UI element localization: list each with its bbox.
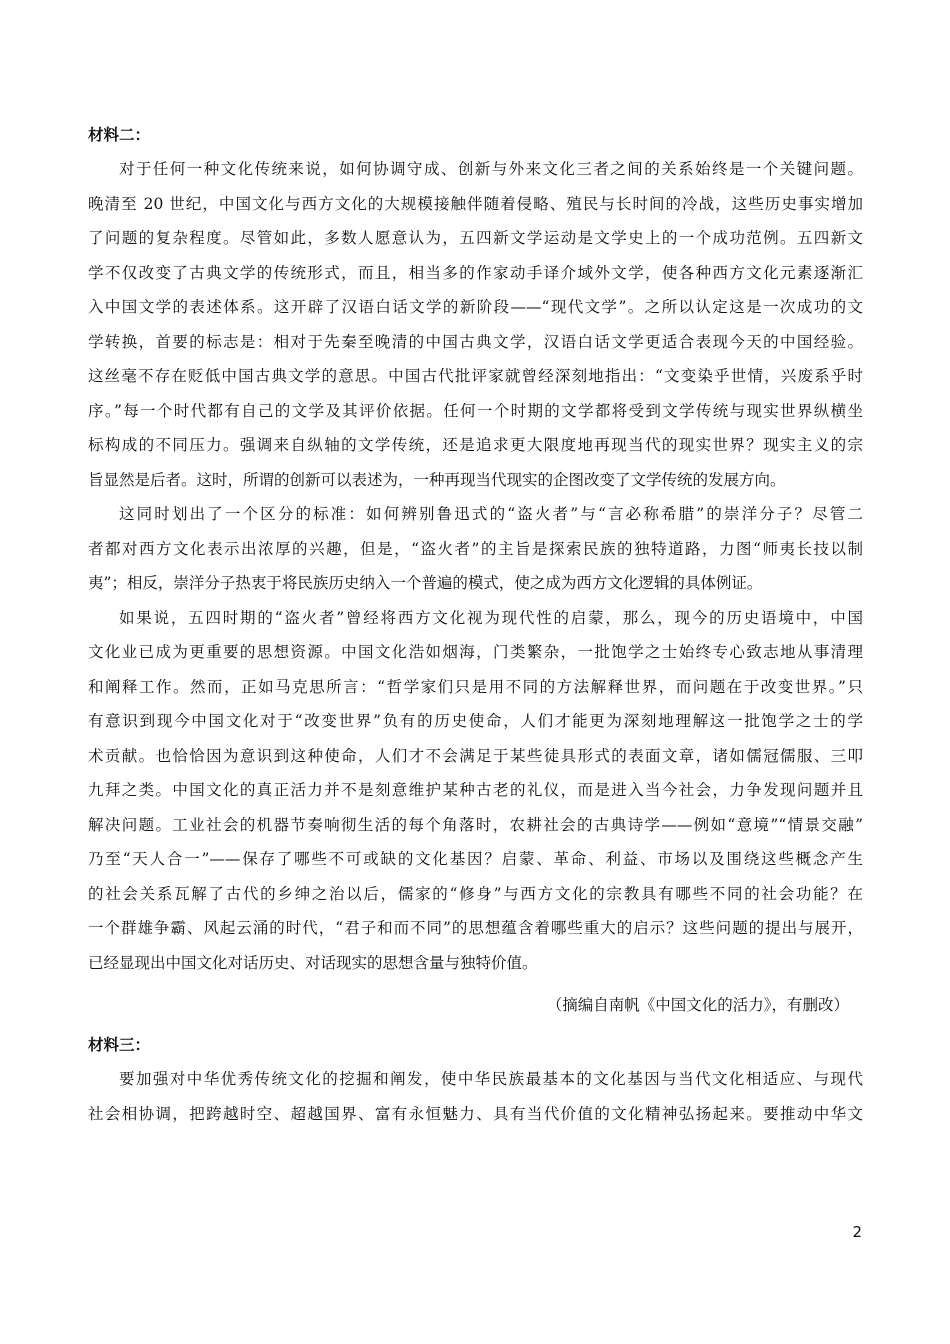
text-line: 夷”；相反，崇洋分子热衷于将民族历史纳入一个普遍的模式，使之成为西方文化逻辑的具体例证。 [88,574,763,592]
section-material-2-body [88,152,863,980]
paragraph [88,497,863,601]
text-line: 标构成的不同压力。强调来自纵轴的文学传统，还是追求更大限度地再现当代的现实世界？现实主义的宗 [88,436,863,454]
text-line: 解决问题。工业社会的机器节奏响彻生活的每个角落时，农耕社会的古典诗学——例如“意境”“情景交融” [88,815,863,834]
section-heading-material-2: 材料二： [88,125,151,144]
text-line: 的社会关系瓦解了古代的乡绅之治以后，儒家的“修身”与西方文化的宗教具有哪些不同的社会功能？在 [88,884,863,903]
text-line: 这丝毫不存在贬低中国古典文学的意思。中国古代批评家就曾经深刻地指出：“文变染乎世情，兴废系乎时 [88,367,863,385]
text-line: 了问题的复杂程度。尽管如此，多数人愿意认为，五四新文学运动是文学史上的一个成功范例。五四新文 [88,229,863,247]
text-line: 要加强对中华优秀传统文化的挖掘和阐发，使中华民族最基本的文化基因与当代文化相适应、与现代 [119,1070,863,1088]
document-page [88,118,863,1131]
source-citation: （摘编自南帆《中国文化的活力》，有删改） [546,996,849,1014]
text-line: 一个群雄争霸、风起云涌的时代，“君子和而不同”的思想蕴含着哪些重大的启示？这些问题的提出与展开， [88,919,863,937]
text-line: 学转换，首要的标志是：相对于先秦至晚清的中国古典文学，汉语白话文学更适合表现今天的中国经验。 [88,332,863,351]
section-heading-material-3: 材料三： [88,1035,151,1054]
text-line: 术贡献。也恰恰因为意识到这种使命，人们才不会满足于某些徒具形式的表面文章，诸如儒冠儒服、三叩 [88,746,863,765]
section-material-3-body [88,1062,863,1131]
text-line: 如果说，五四时期的“盗火者”曾经将西方文化视为现代性的启蒙，那么，现今的历史语境中，中国 [119,608,863,627]
text-line: 晚清至 20 世纪，中国文化与西方文化的大规模接触伴随着侵略、殖民与长时间的冷战，这些历史事实增加 [88,194,863,213]
text-line: 入中国文学的表述体系。这开辟了汉语白话文学的新阶段——“现代文学”。之所以认定这是一次成功的文 [88,298,863,316]
text-line: 学不仅改变了古典文学的传统形式，而且，相当多的作家动手译介域外文学，使各种西方文化元素逐渐汇 [88,263,863,282]
text-line: 有意识到现今中国文化对于“改变世界”负有的历史使命，人们才能更为深刻地理解这一批饱学之士的学 [88,712,863,730]
paragraph [88,152,863,497]
paragraph [88,601,863,981]
paragraph [88,1062,863,1131]
text-line: 和阐释工作。然而，正如马克思所言：“哲学家们只是用不同的方法解释世界，而问题在于改变世界。”只 [88,677,863,696]
text-line: 对于任何一种文化传统来说，如何协调守成、创新与外来文化三者之间的关系始终是一个关键问题。 [119,160,863,178]
text-line: 文化业已成为更重要的思想资源。中国文化浩如烟海，门类繁杂，一批饱学之士始终专心致志地从事清理 [88,643,863,661]
text-line: 者都对西方文化表示出浓厚的兴趣，但是，“盗火者”的主旨是探索民族的独特道路，力图“师夷长技以制 [88,539,863,558]
text-line: 九拜之类。中国文化的真正活力并不是刻意维护某种古老的礼仪，而是进入当今社会，力争发现问题并且 [88,781,863,799]
text-line: 旨显然是后者。这时，所谓的创新可以表述为，一种再现当代现实的企图改变了文学传统的发展方向。 [88,470,786,489]
text-line: 乃至“天人合一”——保存了哪些不可或缺的文化基因？启蒙、革命、利益、市场以及围绕这些概念产生 [88,850,863,868]
text-line: 已经显现出中国文化对话历史、对话现实的思想含量与独特价值。 [88,953,538,972]
text-line: 序。”每一个时代都有自己的文学及其评价依据。任何一个时期的文学都将受到文学传统与现实世界纵横坐 [88,401,863,420]
text-line: 这同时划出了一个区分的标准：如何辨别鲁迅式的“盗火者”与“言必称希腊”的崇洋分子？尽管二 [119,505,863,523]
page-number: 2 [852,1223,862,1241]
text-line: 社会相协调，把跨越时空、超越国界、富有永恒魅力、具有当代价值的文化精神弘扬起来。要推动中华文 [88,1104,863,1123]
